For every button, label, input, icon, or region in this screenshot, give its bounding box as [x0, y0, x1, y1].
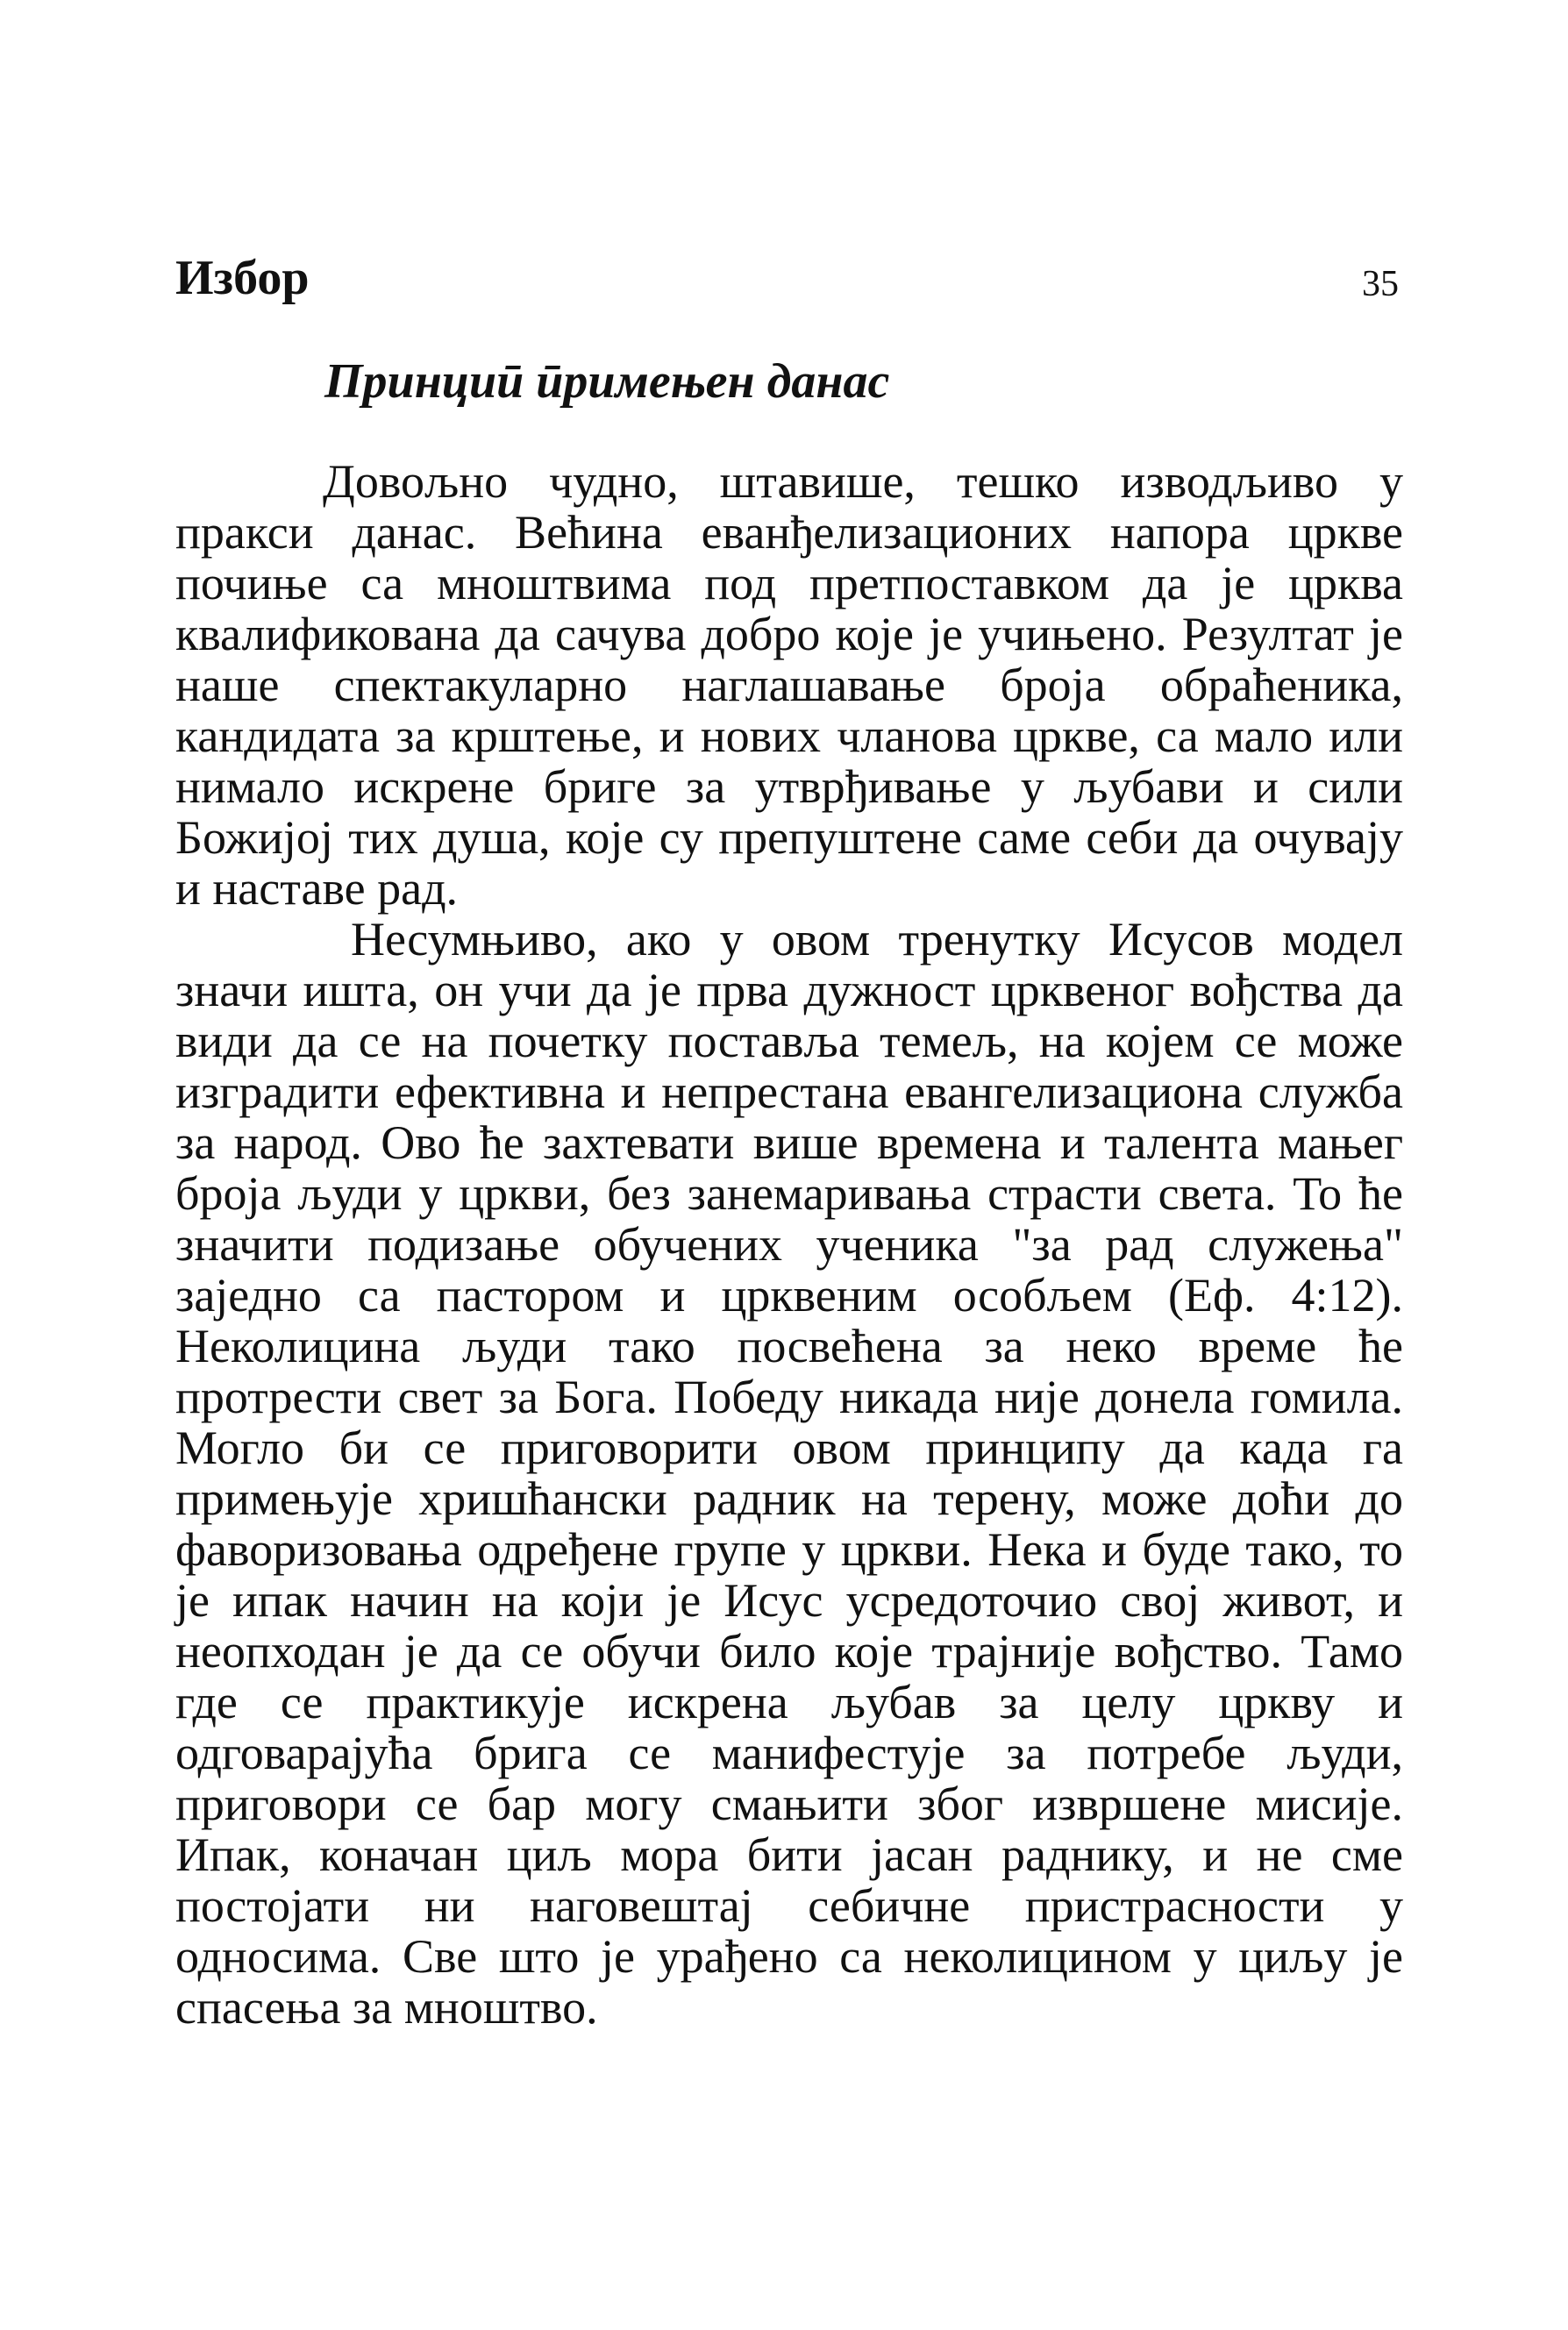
page-number: 35 [1362, 264, 1399, 304]
body-text [175, 456, 1403, 2033]
section-heading: Принциū ūримењен данас [324, 354, 890, 409]
page-header [175, 247, 1399, 317]
paragraph-2: Несумњиво, ако у овом тренутку Исусов модел значи ишта, он учи да је прва дужност црквеног вођства да види да се на почетку поставља темељ, на којем се може изградити ефективна и непрестана евангелизациона служба за народ. Ово ће захтевати више времена и талента мањег броја људи у цркви, без занемаривања страсти света. То ће значити подизање обучених ученика "за рад служења" заједно са пастором и црквеним особљем (Еф. 4:12). Неколицина људи тако посвећена за неко време ће протрести свет за Бога. Победу никада није донела гомила. Могло би се приговорити овом принципу да када га примењује хришћански радник на терену, може доћи до фаворизовања одређене групе у цркви. Нека и буде тако, то је ипак начин на који је Исус усредоточио свој живот, и неопходан је да се обучи било које трајније вођство. Тамо где се практикује искрена љубав за целу цркву и одговарајућа брига се манифестује за потребе људи, приговори се бар могу смањити због извршене мисије. Ипак, коначан циљ мора бити јасан раднику, и не сме постојати ни наговештај себичне пристрасности у односима. Све што је урађено са неколицином у циљу је спасења за мноштво. [175, 913, 1403, 2034]
running-title: Избор [175, 251, 310, 305]
paragraph-1: Довољно чудно, штавише, тешко изводљиво у пракси данас. Већина еванђелизационих напора цркве почиње са мноштвима под претпоставком да је црква квалификована да сачува добро које је учињено. Резултат је наше спектакуларно наглашавање броја обраћеника, кандидата за крштење, и нових чланова цркве, са мало или нимало искрене бриге за утврђивање у љубави и сили Божијој тих душа, које су препуштене саме себи да очувају и наставе рад. [175, 455, 1403, 915]
